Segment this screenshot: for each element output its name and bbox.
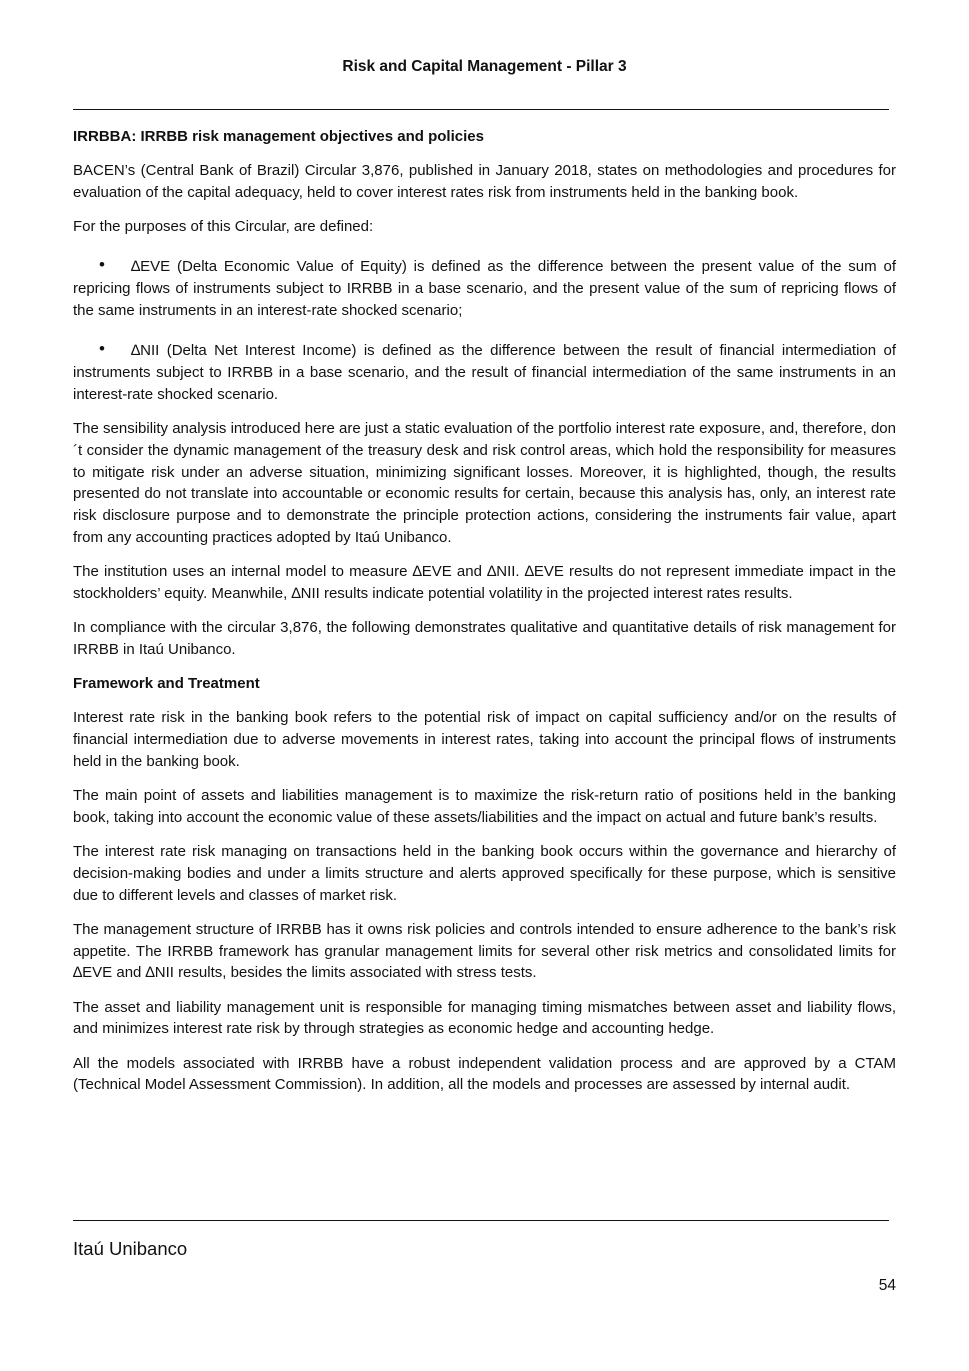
- intro-paragraph: BACEN’s (Central Bank of Brazil) Circular 3,876, published in January 2018, states on methodologies and procedures for evaluation of the capital adequacy, held to cover interest rates risk from instruments held in the banking book.: [73, 162, 896, 201]
- bullet-text-nii: ∆NII (Delta Net Interest Income) is defined as the difference between the result of financial intermediation of instruments subject to IRRBB in a base scenario, and the result of financial intermediation of the same instruments in an interest-rate shocked scenario.: [73, 342, 896, 403]
- header-divider: [73, 109, 889, 110]
- footer-divider: [73, 1220, 889, 1221]
- page-header-title: Risk and Capital Management - Pillar 3: [342, 58, 627, 75]
- compliance-paragraph: In compliance with the circular 3,876, the following demonstrates qualitative and quantitative details of risk management for IRRBB in Itaú Unibanco.: [73, 619, 896, 658]
- bullet-item-nii: [73, 334, 896, 405]
- page-number: 54: [878, 1277, 896, 1294]
- framework-paragraph: The interest rate risk managing on transactions held in the banking book occurs within the governance and hierarchy of decision-making bodies and under a limits structure and alerts approved specifically for these purpose, which is sensitive due to different levels and classes of market risk.: [73, 843, 896, 904]
- framework-paragraph: Interest rate risk in the banking book refers to the potential risk of impact on capital sufficiency and/or on the results of financial intermediation due to adverse movements in interest rates, taking into account the principal flows of instruments held in the banking book.: [73, 709, 896, 770]
- framework-paragraph: The management structure of IRRBB has it owns risk policies and controls intended to ensure adherence to the bank’s risk appetite. The IRRBB framework has granular management limits for several other risk metrics and consolidated limits for ∆EVE and ∆NII results, besides the limits associated with stress tests.: [73, 920, 896, 982]
- section-title: IRRBBA: IRRBB risk management objectives and policies: [73, 128, 484, 145]
- framework-paragraph: The main point of assets and liabilities management is to maximize the risk-return ratio of positions held in the banking book, taking into account the economic value of these assets/liabilities and the impact on actual and future bank’s results.: [73, 787, 896, 826]
- framework-paragraph: All the models associated with IRRBB have a robust independent validation process and are approved by a CTAM (Technical Model Assessment Commission). In addition, all the models and processes are assessed by internal audit.: [73, 1054, 896, 1094]
- footer-brand: Itaú Unibanco: [73, 1238, 188, 1259]
- bullet-item-eve: [73, 250, 896, 321]
- bullet-text-eve: ∆EVE (Delta Economic Value of Equity) is defined as the difference between the present value of the sum of repricing flows of instruments subject to IRRBB in a base scenario, and the present value of the sum of repricing flows of the same instruments in an interest-rate shocked scenario;: [73, 258, 896, 319]
- sensibility-paragraph: The sensibility analysis introduced here are just a static evaluation of the portfolio interest rate exposure, and, therefore, don´t consider the dynamic management of the treasury desk and risk control areas, which hold the responsibility for measures to mitigate risk under an adverse situation, minimizing significant losses. Moreover, it is highlighted, though, the results presented do not translate into accountable or economic results for certain, because this analysis has, only, an interest rate risk disclosure purpose and to demonstrate the principle protection actions, considering the instruments fair value, apart from any accounting practices adopted by Itaú Unibanco.: [73, 419, 896, 546]
- document-body: [73, 126, 896, 1109]
- framework-paragraph: The asset and liability management unit is responsible for managing timing mismatches between asset and liability flows, and minimizes interest rate risk by through strategies as economic hedge and accounting hedge.: [73, 998, 896, 1038]
- internal-model-paragraph: The institution uses an internal model to measure ∆EVE and ∆NII. ∆EVE results do not represent immediate impact in the stockholders’ equity. Meanwhile, ∆NII results indicate potential volatility in the projected interest rates results.: [73, 563, 896, 602]
- bullet-dot-icon: •: [99, 255, 105, 275]
- bullet-dot-icon: •: [99, 339, 105, 359]
- purposes-paragraph: For the purposes of this Circular, are defined:: [73, 218, 374, 236]
- framework-title: Framework and Treatment: [73, 675, 260, 693]
